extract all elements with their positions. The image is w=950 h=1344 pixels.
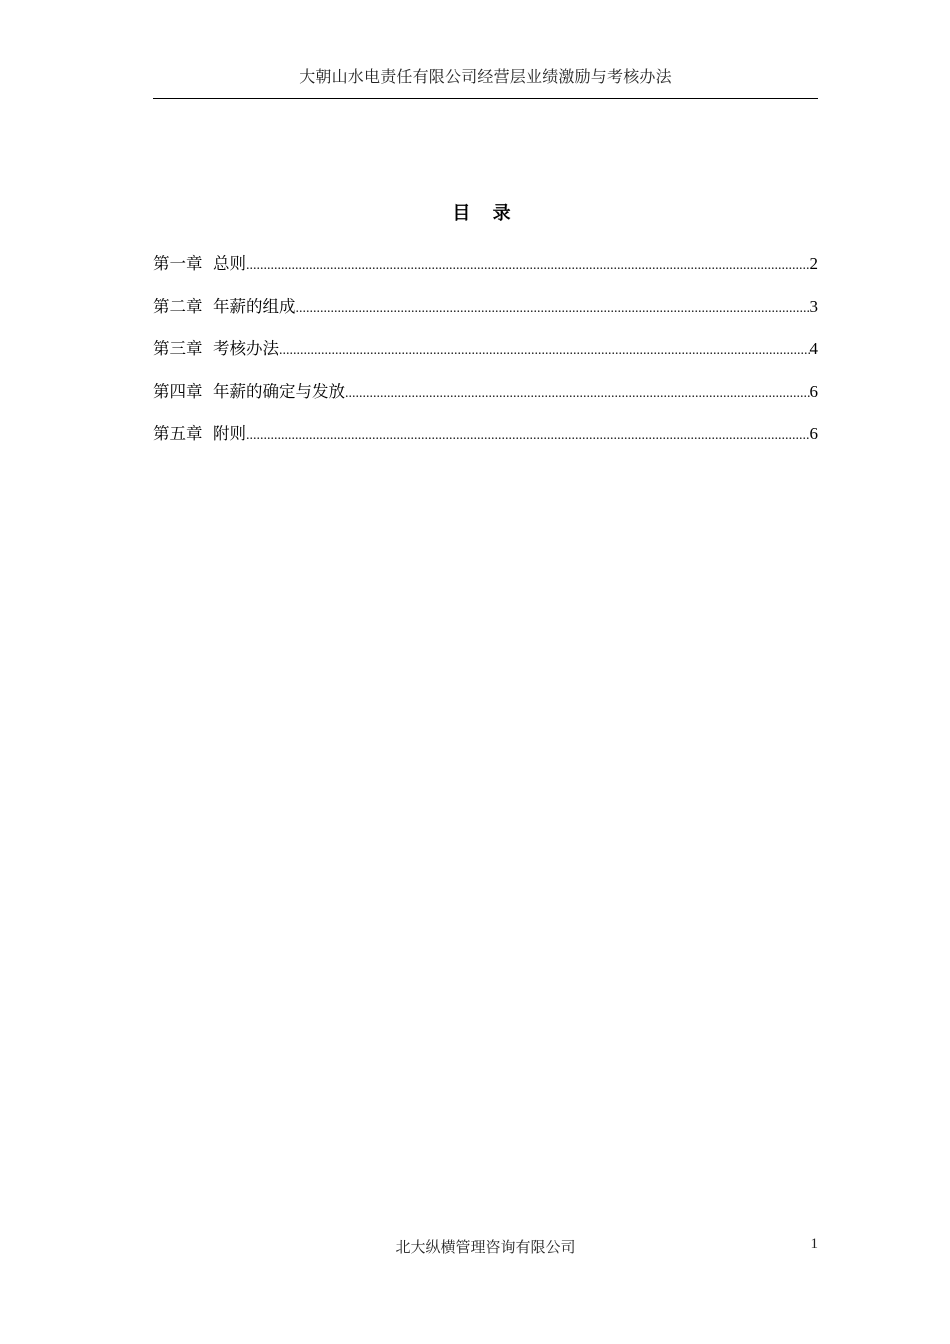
- toc-page-number: 3: [809, 296, 818, 316]
- toc-dot-leader: [279, 343, 810, 359]
- toc-page-number: 4: [809, 339, 818, 358]
- toc-chapter-title: 考核办法: [213, 339, 279, 358]
- toc-dot-leader: [246, 258, 810, 274]
- toc-chapter-number: 第三章: [153, 339, 203, 358]
- document-title: 大朝山水电责任有限公司经营层业绩激励与考核办法: [299, 67, 672, 86]
- toc-page-number: 6: [809, 381, 818, 401]
- toc-chapter-title: 年薪的组成: [213, 296, 296, 316]
- toc-heading: 目 录: [452, 203, 519, 224]
- toc-chapter-title: 总则: [213, 254, 246, 273]
- footer-page-number: 1: [810, 1236, 818, 1252]
- toc-chapter-title: 年薪的确定与发放: [213, 381, 345, 401]
- toc-entry-chapter-5[interactable]: [153, 420, 818, 463]
- toc-entry-chapter-1[interactable]: [153, 250, 818, 293]
- toc-chapter-number: 第一章: [153, 254, 203, 273]
- toc-chapter-number: 第二章: [153, 296, 203, 316]
- toc-entry-chapter-2[interactable]: [153, 293, 818, 336]
- header-divider: [153, 98, 818, 99]
- toc-dot-leader: [345, 386, 810, 402]
- toc-page-number: 6: [809, 424, 818, 443]
- toc-page-number: 2: [809, 254, 818, 273]
- table-of-contents: [153, 250, 818, 463]
- toc-chapter-number: 第五章: [153, 424, 203, 443]
- toc-dot-leader: [246, 428, 810, 444]
- footer-company-name: 北大纵横管理咨询有限公司: [395, 1238, 576, 1256]
- toc-dot-leader: [296, 301, 810, 317]
- toc-entry-chapter-4[interactable]: [153, 378, 818, 421]
- toc-chapter-title: 附则: [213, 424, 246, 443]
- toc-entry-chapter-3[interactable]: [153, 335, 818, 378]
- toc-chapter-number: 第四章: [153, 381, 203, 401]
